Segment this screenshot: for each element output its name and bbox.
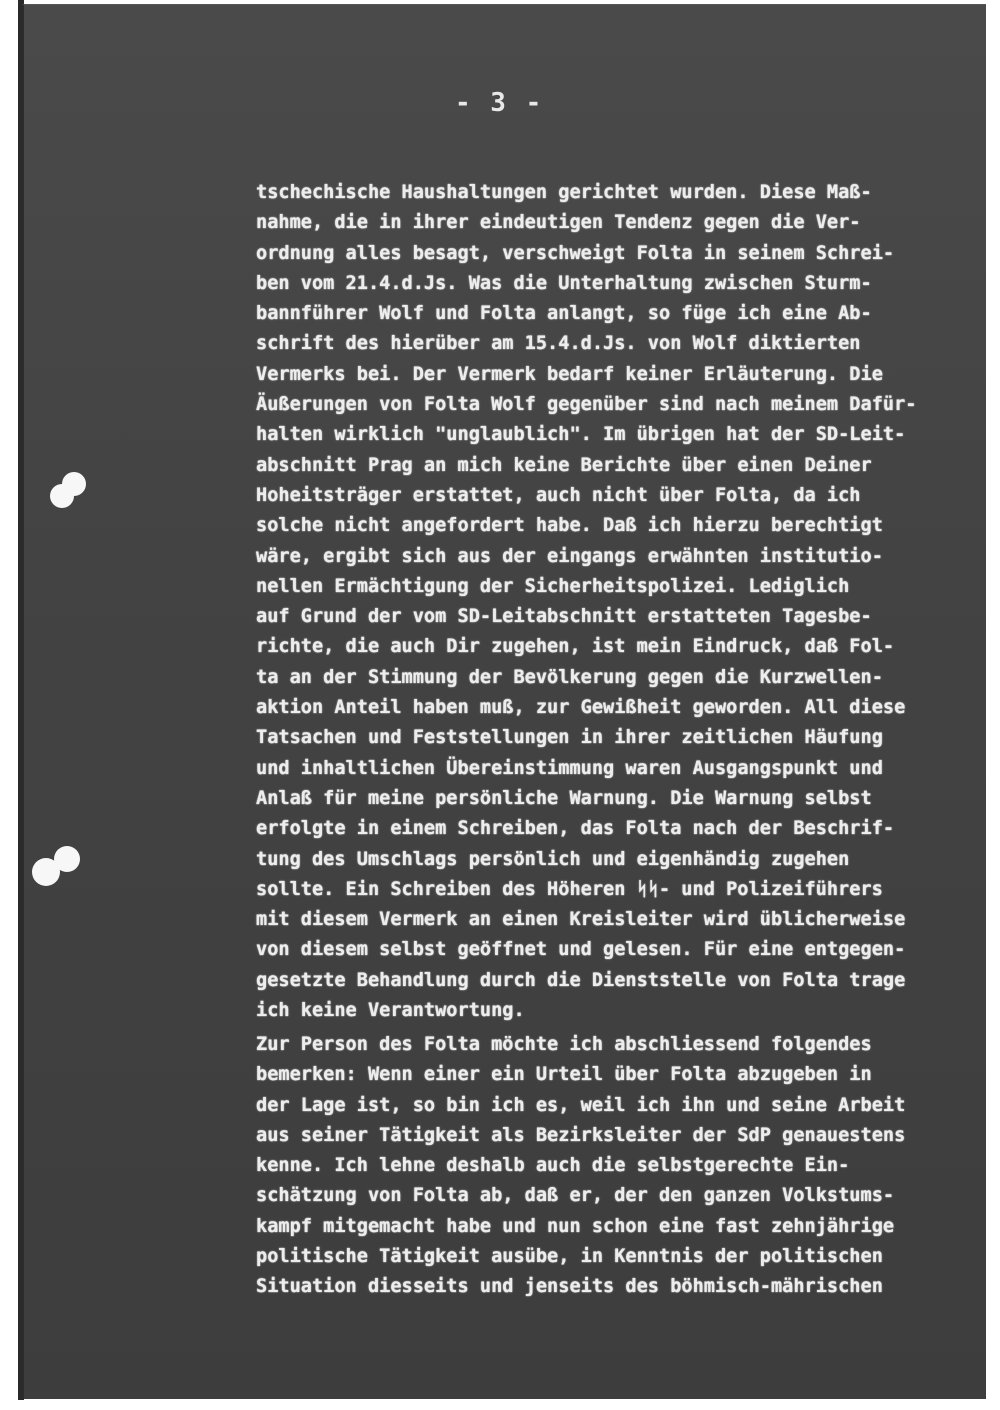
punch-hole (62, 472, 86, 496)
text-line: Tatsachen und Feststellungen in ihrer zeitlichen Häufung (256, 727, 883, 749)
text-line: Zur Person des Folta möchte ich abschliessend folgendes (256, 1034, 872, 1055)
text-line: solche nicht angefordert habe. Daß ich hierzu berechtigt (256, 515, 883, 537)
text-line: richte, die auch Dir zugehen, ist mein Eindruck, daß Fol- (256, 636, 895, 658)
text-line: abschnitt Prag an mich keine Berichte über einen Deiner (256, 454, 872, 476)
text-line: und inhaltlichen Übereinstimmung waren Ausgangspunkt und (256, 757, 883, 779)
paragraph-1 (256, 178, 976, 1026)
text-line: sollte. Ein Schreiben des Höheren ᛋᛋ- und Polizeiführers (256, 878, 883, 900)
text-line: bannführer Wolf und Folta anlangt, so füge ich eine Ab- (256, 303, 872, 325)
punch-hole (54, 846, 80, 872)
text-line: Hoheitsträger erstattet, auch nicht über Folta, da ich (256, 484, 861, 506)
text-line: kenne. Ich lehne deshalb auch die selbstgerechte Ein- (256, 1155, 850, 1177)
text-line: Äußerungen von Folta Wolf gegenüber sind nach meinem Dafür- (256, 394, 917, 416)
page-number: - 3 - (455, 88, 544, 118)
text-line: Situation diesseits und jenseits des böhmisch-mährischen (256, 1276, 883, 1298)
text-line: aus seiner Tätigkeit als Bezirksleiter der SdP genauestens (256, 1124, 906, 1146)
text-line: tschechische Haushaltungen gerichtet wurden. Diese Maß- (256, 182, 872, 203)
text-line: gesetzte Behandlung durch die Dienststelle von Folta trage (256, 969, 906, 991)
text-line: aktion Anteil haben muß, zur Gewißheit geworden. All diese (256, 697, 906, 719)
text-line: mit diesem Vermerk an einen Kreisleiter wird üblicherweise (256, 909, 906, 931)
text-line: ben vom 21.4.d.Js. Was die Unterhaltung zwischen Sturm- (256, 272, 872, 294)
text-line: schrift des hierüber am 15.4.d.Js. von Wolf diktierten (256, 333, 861, 355)
text-line: Vermerks bei. Der Vermerk bedarf keiner Erläuterung. Die (256, 363, 883, 385)
text-line: schätzung von Folta ab, daß er, der den ganzen Volkstums- (256, 1185, 895, 1207)
text-line: halten wirklich "unglaublich". Im übrigen hat der SD-Leit- (256, 424, 906, 446)
text-line: ich keine Verantwortung. (256, 1000, 525, 1022)
text-line: erfolgte in einem Schreiben, das Folta nach der Beschrif- (256, 818, 895, 840)
text-line: ta an der Stimmung der Bevölkerung gegen die Kurzwellen- (256, 666, 883, 688)
text-line: politische Tätigkeit ausübe, in Kenntnis der politischen (256, 1246, 883, 1268)
text-line: Anlaß für meine persönliche Warnung. Die Warnung selbst (256, 787, 872, 809)
text-line: der Lage ist, so bin ich es, weil ich ihn und seine Arbeit (256, 1094, 906, 1116)
text-line: wäre, ergibt sich aus der eingangs erwähnten institutio- (256, 545, 883, 567)
text-line: von diesem selbst geöffnet und gelesen. Für eine entgegen- (256, 939, 906, 961)
text-line: auf Grund der vom SD-Leitabschnitt erstatteten Tagesbe- (256, 606, 872, 628)
text-line: tung des Umschlags persönlich und eigenhändig zugehen (256, 848, 850, 870)
text-line: nellen Ermächtigung der Sicherheitspolizei. Lediglich (256, 575, 850, 597)
paragraph-2 (256, 1030, 976, 1303)
text-line: nahme, die in ihrer eindeutigen Tendenz gegen die Ver- (256, 212, 861, 234)
text-line: ordnung alles besagt, verschweigt Folta in seinem Schrei- (256, 242, 895, 264)
text-line: kampf mitgemacht habe und nun schon eine fast zehnjährige (256, 1215, 895, 1237)
text-line: bemerken: Wenn einer ein Urteil über Folta abzugeben in (256, 1064, 872, 1086)
